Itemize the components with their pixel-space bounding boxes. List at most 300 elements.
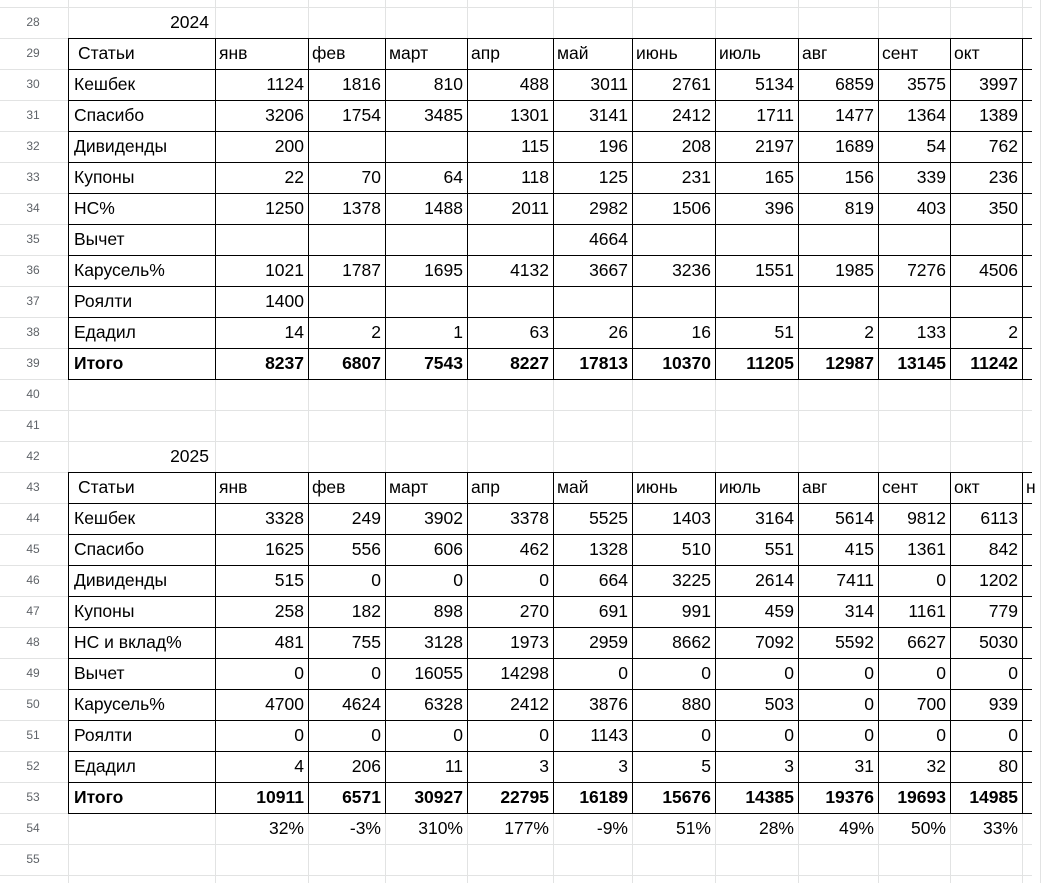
total-value-cell[interactable]: 10911 (256, 787, 304, 807)
value-cell[interactable]: 7092 (755, 632, 794, 652)
month-header-cell[interactable]: май (557, 477, 589, 497)
month-header-cell[interactable]: н (1026, 477, 1036, 497)
value-cell[interactable]: 1754 (342, 105, 381, 125)
growth-percent-cell[interactable]: -9% (596, 818, 628, 838)
value-cell[interactable]: 7411 (836, 570, 874, 590)
month-header-cell[interactable]: авг (802, 43, 828, 63)
total-value-cell[interactable]: 30927 (414, 787, 463, 807)
value-cell[interactable]: 0 (864, 694, 874, 714)
value-cell[interactable]: 6113 (980, 508, 1018, 528)
value-cell[interactable]: 0 (371, 663, 381, 683)
value-cell[interactable]: 5030 (979, 632, 1018, 652)
value-cell[interactable]: 133 (916, 322, 946, 342)
value-cell[interactable]: 1202 (979, 570, 1018, 590)
value-cell[interactable]: 1985 (835, 260, 874, 280)
value-cell[interactable]: 403 (916, 198, 946, 218)
value-cell[interactable]: 1143 (590, 725, 628, 745)
value-cell[interactable] (385, 286, 467, 317)
total-value-cell[interactable]: 22795 (500, 787, 549, 807)
value-cell[interactable]: 2959 (589, 632, 628, 652)
row-number[interactable]: 49 (26, 666, 40, 680)
value-cell[interactable]: 0 (701, 725, 711, 745)
month-header-cell[interactable]: сент (882, 477, 919, 497)
value-cell[interactable]: 350 (988, 198, 1018, 218)
total-label-cell[interactable]: Итого (74, 353, 124, 373)
row-number[interactable]: 31 (26, 108, 40, 122)
row-label-cell[interactable]: Едадил (74, 756, 136, 776)
value-cell[interactable]: 5525 (589, 508, 628, 528)
value-cell[interactable]: 1361 (907, 539, 946, 559)
row-label-cell[interactable]: Купоны (74, 167, 135, 187)
value-cell[interactable] (385, 131, 467, 162)
month-header-cell[interactable]: фев (312, 477, 346, 497)
value-cell[interactable]: 2761 (672, 74, 711, 94)
row-label-cell[interactable]: Вычет (74, 229, 125, 249)
value-cell[interactable]: 4664 (589, 229, 628, 249)
value-cell[interactable]: 1973 (510, 632, 549, 652)
value-cell[interactable]: 819 (844, 198, 874, 218)
value-cell[interactable]: 14 (284, 322, 304, 342)
value-cell[interactable]: 2614 (755, 570, 794, 590)
value-cell[interactable]: 9812 (907, 508, 946, 528)
value-cell[interactable] (878, 286, 950, 317)
value-cell[interactable]: 16055 (414, 663, 463, 683)
value-cell[interactable]: 4506 (979, 260, 1018, 280)
table-border-horizontal (68, 534, 1032, 535)
value-cell[interactable]: 1488 (424, 198, 463, 218)
value-cell[interactable]: 0 (936, 725, 946, 745)
row-number[interactable]: 46 (26, 573, 40, 587)
growth-percent-cell[interactable]: 51% (675, 818, 711, 838)
total-value-cell[interactable]: 8237 (265, 353, 304, 373)
table-border-vertical (1022, 472, 1023, 814)
growth-percent-cell[interactable]: 177% (504, 818, 549, 838)
value-cell[interactable]: 0 (371, 570, 381, 590)
growth-percent-cell[interactable]: 28% (758, 818, 794, 838)
growth-percent-cell[interactable]: -3% (349, 818, 381, 838)
value-cell[interactable]: 1506 (672, 198, 711, 218)
row-label-cell[interactable]: Роялти (74, 291, 133, 311)
row-number[interactable]: 38 (26, 325, 40, 339)
row-number[interactable]: 51 (26, 728, 40, 742)
value-cell[interactable]: 0 (701, 663, 711, 683)
value-cell[interactable]: 1161 (908, 601, 946, 621)
total-label-cell[interactable]: Итого (74, 787, 124, 807)
month-header-cell[interactable]: июль (719, 43, 761, 63)
month-header-cell[interactable]: май (557, 43, 589, 63)
value-cell[interactable]: 3011 (590, 74, 628, 94)
row-number[interactable]: 28 (26, 15, 40, 29)
table-border-vertical (950, 38, 951, 380)
month-header-cell[interactable]: апр (471, 477, 500, 497)
value-cell[interactable]: 2 (864, 322, 874, 342)
table-border-vertical (385, 38, 386, 380)
gridline-vertical (1040, 0, 1041, 883)
total-value-cell[interactable]: 11242 (970, 353, 1018, 373)
row-number[interactable]: 39 (26, 356, 40, 370)
value-cell[interactable] (632, 224, 715, 255)
row-label-cell[interactable]: Кешбек (74, 508, 136, 528)
value-cell[interactable]: 236 (988, 167, 1018, 187)
month-header-cell[interactable]: фев (312, 43, 346, 63)
value-cell[interactable]: 1250 (265, 198, 304, 218)
value-cell[interactable]: 459 (764, 601, 794, 621)
value-cell[interactable]: 26 (608, 322, 628, 342)
value-cell[interactable]: 606 (433, 539, 463, 559)
value-cell[interactable]: 880 (681, 694, 711, 714)
month-header-cell[interactable]: янв (219, 43, 248, 63)
value-cell[interactable]: 0 (936, 663, 946, 683)
value-cell[interactable]: 3 (784, 756, 794, 776)
value-cell[interactable]: 70 (361, 167, 381, 187)
value-cell[interactable]: 3378 (510, 508, 549, 528)
row-number[interactable]: 30 (26, 77, 40, 91)
year-title[interactable]: 2025 (170, 446, 209, 466)
row-number[interactable]: 41 (26, 418, 40, 432)
row-number[interactable]: 43 (26, 480, 40, 494)
month-header-cell[interactable]: июнь (636, 477, 678, 497)
value-cell[interactable] (798, 286, 878, 317)
total-value-cell[interactable]: 12987 (825, 353, 874, 373)
value-cell[interactable]: 1403 (672, 508, 711, 528)
table-border-vertical (798, 38, 799, 380)
value-cell[interactable]: 1787 (342, 260, 381, 280)
value-cell[interactable]: 1 (453, 322, 463, 342)
row-number[interactable]: 48 (26, 635, 40, 649)
value-cell[interactable]: 258 (274, 601, 304, 621)
value-cell[interactable]: 1551 (755, 260, 794, 280)
row-number[interactable]: 29 (26, 46, 40, 60)
value-cell[interactable]: 8662 (672, 632, 711, 652)
value-cell[interactable]: 339 (916, 167, 946, 187)
value-cell[interactable]: 6328 (424, 694, 463, 714)
total-value-cell[interactable]: 7543 (424, 353, 463, 373)
row-number[interactable]: 36 (26, 263, 40, 277)
month-header-cell[interactable]: окт (954, 477, 980, 497)
value-cell[interactable]: 125 (598, 167, 628, 187)
value-cell[interactable]: 556 (351, 539, 381, 559)
value-cell[interactable]: 2011 (511, 198, 549, 218)
table-border-vertical (632, 472, 633, 814)
value-cell[interactable]: 3997 (979, 74, 1018, 94)
month-header-cell[interactable]: авг (802, 477, 828, 497)
value-cell[interactable]: 4624 (342, 694, 381, 714)
header-label-cell[interactable]: Статьи (78, 43, 135, 63)
row-number[interactable]: 55 (26, 852, 40, 866)
row-number[interactable]: 47 (26, 604, 40, 618)
value-cell[interactable]: 939 (988, 694, 1018, 714)
value-cell[interactable]: 396 (764, 198, 794, 218)
value-cell[interactable]: 31 (854, 756, 874, 776)
value-cell[interactable]: 6627 (907, 632, 946, 652)
month-header-cell[interactable]: июль (719, 477, 761, 497)
value-cell[interactable]: 51 (774, 322, 794, 342)
table-border-horizontal (68, 379, 1032, 380)
table-border-horizontal (68, 255, 1032, 256)
value-cell[interactable]: 1328 (589, 539, 628, 559)
value-cell[interactable]: 3128 (424, 632, 463, 652)
month-header-cell[interactable]: янв (219, 477, 248, 497)
value-cell[interactable]: 5 (701, 756, 711, 776)
row-label-cell[interactable]: НС% (74, 198, 115, 218)
total-value-cell[interactable]: 6807 (342, 353, 381, 373)
value-cell[interactable]: 3667 (589, 260, 628, 280)
total-value-cell[interactable]: 19693 (897, 787, 946, 807)
table-border-horizontal (68, 193, 1032, 194)
value-cell[interactable]: 510 (681, 539, 711, 559)
row-number[interactable]: 42 (26, 449, 40, 463)
table-border-horizontal (68, 658, 1032, 659)
month-header-cell[interactable]: сент (882, 43, 919, 63)
value-cell[interactable] (715, 224, 798, 255)
value-cell[interactable] (950, 286, 1022, 317)
value-cell[interactable]: 22 (284, 167, 304, 187)
total-value-cell[interactable]: 19376 (825, 787, 874, 807)
value-cell[interactable]: 3902 (424, 508, 463, 528)
row-number[interactable]: 52 (26, 759, 40, 773)
value-cell[interactable] (467, 286, 553, 317)
row-number[interactable]: 33 (26, 170, 40, 184)
value-cell[interactable]: 5134 (755, 74, 794, 94)
value-cell[interactable]: 1021 (265, 260, 304, 280)
value-cell[interactable]: 2982 (589, 198, 628, 218)
value-cell[interactable]: 0 (864, 725, 874, 745)
value-cell[interactable]: 14298 (500, 663, 549, 683)
value-cell[interactable]: 0 (1008, 663, 1018, 683)
value-cell[interactable]: 4132 (510, 260, 549, 280)
total-value-cell[interactable]: 14385 (745, 787, 794, 807)
value-cell[interactable]: 2412 (672, 105, 711, 125)
row-label-cell[interactable]: Дивиденды (74, 570, 168, 590)
value-cell[interactable]: 3575 (907, 74, 946, 94)
table-border-vertical (950, 472, 951, 814)
value-cell[interactable]: 5592 (835, 632, 874, 652)
row-number[interactable]: 44 (26, 511, 40, 525)
row-number[interactable]: 53 (26, 790, 40, 804)
value-cell[interactable] (308, 131, 385, 162)
value-cell[interactable]: 755 (351, 632, 381, 652)
value-cell[interactable] (553, 286, 632, 317)
value-cell[interactable]: 898 (433, 601, 463, 621)
row-label-cell[interactable]: Едадил (74, 322, 136, 342)
row-number[interactable]: 40 (26, 387, 40, 401)
table-border-horizontal (68, 348, 1032, 349)
value-cell[interactable]: 551 (764, 539, 794, 559)
value-cell[interactable]: 314 (844, 601, 874, 621)
row-label-cell[interactable]: Купоны (74, 601, 135, 621)
total-value-cell[interactable]: 17813 (579, 353, 628, 373)
growth-percent-cell[interactable]: 33% (982, 818, 1018, 838)
growth-percent-cell[interactable]: 32% (268, 818, 304, 838)
value-cell[interactable]: 1378 (342, 198, 381, 218)
total-value-cell[interactable]: 6571 (342, 787, 381, 807)
table-border-vertical (878, 38, 879, 380)
value-cell[interactable]: 2 (1008, 322, 1018, 342)
value-cell[interactable]: 1695 (424, 260, 463, 280)
value-cell[interactable]: 1364 (907, 105, 946, 125)
row-number[interactable]: 37 (26, 294, 40, 308)
value-cell[interactable]: 0 (864, 663, 874, 683)
value-cell[interactable]: 182 (351, 601, 381, 621)
value-cell[interactable]: 0 (539, 570, 549, 590)
value-cell[interactable]: 0 (936, 570, 946, 590)
value-cell[interactable]: 762 (988, 136, 1018, 156)
value-cell[interactable] (215, 224, 308, 255)
value-cell[interactable]: 1816 (342, 74, 381, 94)
value-cell[interactable]: 779 (988, 601, 1018, 621)
value-cell[interactable] (878, 224, 950, 255)
value-cell[interactable]: 842 (988, 539, 1018, 559)
table-border-horizontal (68, 100, 1032, 101)
row-label-cell[interactable]: Спасибо (74, 105, 145, 125)
total-value-cell[interactable]: 8227 (510, 353, 549, 373)
row-label-cell[interactable]: Карусель% (74, 694, 165, 714)
row-number[interactable]: 34 (26, 201, 40, 215)
value-cell[interactable]: 1124 (266, 74, 304, 94)
value-cell[interactable]: 63 (529, 322, 549, 342)
total-value-cell[interactable]: 15676 (662, 787, 711, 807)
header-label-cell[interactable]: Статьи (78, 477, 135, 497)
value-cell[interactable]: 462 (519, 539, 549, 559)
value-cell[interactable]: 11 (444, 756, 463, 776)
row-number[interactable]: 32 (26, 139, 40, 153)
value-cell[interactable]: 0 (618, 663, 628, 683)
total-value-cell[interactable]: 11205 (746, 353, 794, 373)
total-value-cell[interactable]: 10370 (662, 353, 711, 373)
value-cell[interactable] (632, 286, 715, 317)
value-cell[interactable]: 54 (926, 136, 946, 156)
month-header-cell[interactable]: апр (471, 43, 500, 63)
value-cell[interactable] (950, 224, 1022, 255)
row-label-cell[interactable]: Роялти (74, 725, 133, 745)
value-cell[interactable]: 4700 (265, 694, 304, 714)
value-cell[interactable]: 3141 (589, 105, 628, 125)
value-cell[interactable]: 115 (521, 136, 549, 156)
value-cell[interactable]: 2412 (510, 694, 549, 714)
value-cell[interactable]: 165 (764, 167, 794, 187)
value-cell[interactable]: 3206 (265, 105, 304, 125)
value-cell[interactable]: 0 (453, 725, 463, 745)
value-cell[interactable]: 0 (453, 570, 463, 590)
value-cell[interactable]: 32 (926, 756, 946, 776)
value-cell[interactable] (308, 286, 385, 317)
value-cell[interactable]: 249 (351, 508, 381, 528)
value-cell[interactable]: 515 (274, 570, 304, 590)
value-cell[interactable] (715, 286, 798, 317)
row-label-cell[interactable]: Кешбек (74, 74, 136, 94)
row-number[interactable]: 54 (26, 821, 40, 835)
value-cell[interactable]: 2 (371, 322, 381, 342)
growth-percent-cell[interactable]: 50% (910, 818, 946, 838)
row-label-cell[interactable]: Спасибо (74, 539, 145, 559)
value-cell[interactable]: 488 (519, 74, 549, 94)
value-cell[interactable]: 6859 (835, 74, 874, 94)
value-cell[interactable]: 200 (274, 136, 304, 156)
value-cell[interactable]: 1689 (835, 136, 874, 156)
value-cell[interactable]: 0 (1008, 725, 1018, 745)
value-cell[interactable]: 0 (371, 725, 381, 745)
value-cell[interactable] (798, 224, 878, 255)
value-cell[interactable]: 64 (443, 167, 463, 187)
value-cell[interactable]: 415 (844, 539, 874, 559)
value-cell[interactable]: 0 (784, 725, 794, 745)
value-cell[interactable]: 1400 (265, 291, 304, 311)
value-cell[interactable]: 3876 (589, 694, 628, 714)
value-cell[interactable]: 7276 (907, 260, 946, 280)
month-header-cell[interactable]: июнь (636, 43, 678, 63)
value-cell[interactable]: 0 (294, 663, 304, 683)
month-header-cell[interactable]: март (389, 43, 429, 63)
value-cell[interactable]: 3225 (672, 570, 711, 590)
value-cell[interactable]: 4 (294, 756, 304, 776)
table-border-vertical (385, 472, 386, 814)
growth-percent-cell[interactable]: 49% (838, 818, 874, 838)
value-cell[interactable]: 3236 (672, 260, 711, 280)
value-cell[interactable]: 991 (681, 601, 711, 621)
row-number[interactable]: 35 (26, 232, 40, 246)
value-cell[interactable]: 270 (519, 601, 549, 621)
value-cell[interactable]: 691 (598, 601, 628, 621)
value-cell[interactable] (385, 224, 467, 255)
value-cell[interactable]: 700 (916, 694, 946, 714)
value-cell[interactable]: 3485 (424, 105, 463, 125)
value-cell[interactable]: 208 (681, 136, 711, 156)
row-label-cell[interactable]: Карусель% (74, 260, 165, 280)
value-cell[interactable]: 2197 (755, 136, 794, 156)
value-cell[interactable]: 1389 (979, 105, 1018, 125)
month-header-cell[interactable]: окт (954, 43, 980, 63)
value-cell[interactable]: 118 (521, 167, 549, 187)
value-cell[interactable] (308, 224, 385, 255)
total-value-cell[interactable]: 14985 (969, 787, 1018, 807)
value-cell[interactable]: 0 (784, 663, 794, 683)
value-cell[interactable]: 1301 (510, 105, 549, 125)
year-title[interactable]: 2024 (170, 12, 209, 32)
value-cell[interactable]: 3328 (265, 508, 304, 528)
value-cell[interactable]: 664 (598, 570, 628, 590)
value-cell[interactable]: 1711 (756, 105, 794, 125)
value-cell[interactable]: 1477 (835, 105, 874, 125)
value-cell[interactable]: 0 (539, 725, 549, 745)
value-cell[interactable]: 0 (294, 725, 304, 745)
value-cell[interactable]: 3 (618, 756, 628, 776)
total-value-cell[interactable]: 16189 (579, 787, 628, 807)
value-cell[interactable]: 206 (351, 756, 381, 776)
value-cell[interactable]: 196 (598, 136, 628, 156)
value-cell[interactable]: 810 (433, 74, 463, 94)
value-cell[interactable] (467, 224, 553, 255)
month-header-cell[interactable]: март (389, 477, 429, 497)
row-label-cell[interactable]: Вычет (74, 663, 125, 683)
value-cell[interactable]: 231 (681, 167, 711, 187)
value-cell[interactable]: 80 (998, 756, 1018, 776)
value-cell[interactable]: 1625 (265, 539, 304, 559)
value-cell[interactable]: 3164 (755, 508, 794, 528)
value-cell[interactable]: 481 (274, 632, 304, 652)
value-cell[interactable]: 503 (764, 694, 794, 714)
value-cell[interactable]: 16 (691, 322, 711, 342)
row-label-cell[interactable]: НС и вклад% (74, 632, 182, 652)
row-label-cell[interactable]: Дивиденды (74, 136, 168, 156)
table-border-horizontal (68, 162, 1032, 163)
row-number[interactable]: 50 (26, 697, 40, 711)
row-number[interactable]: 45 (26, 542, 40, 556)
value-cell[interactable]: 3 (539, 756, 549, 776)
value-cell[interactable]: 156 (844, 167, 874, 187)
total-value-cell[interactable]: 13145 (897, 353, 946, 373)
value-cell[interactable]: 5614 (835, 508, 874, 528)
growth-percent-cell[interactable]: 310% (418, 818, 463, 838)
